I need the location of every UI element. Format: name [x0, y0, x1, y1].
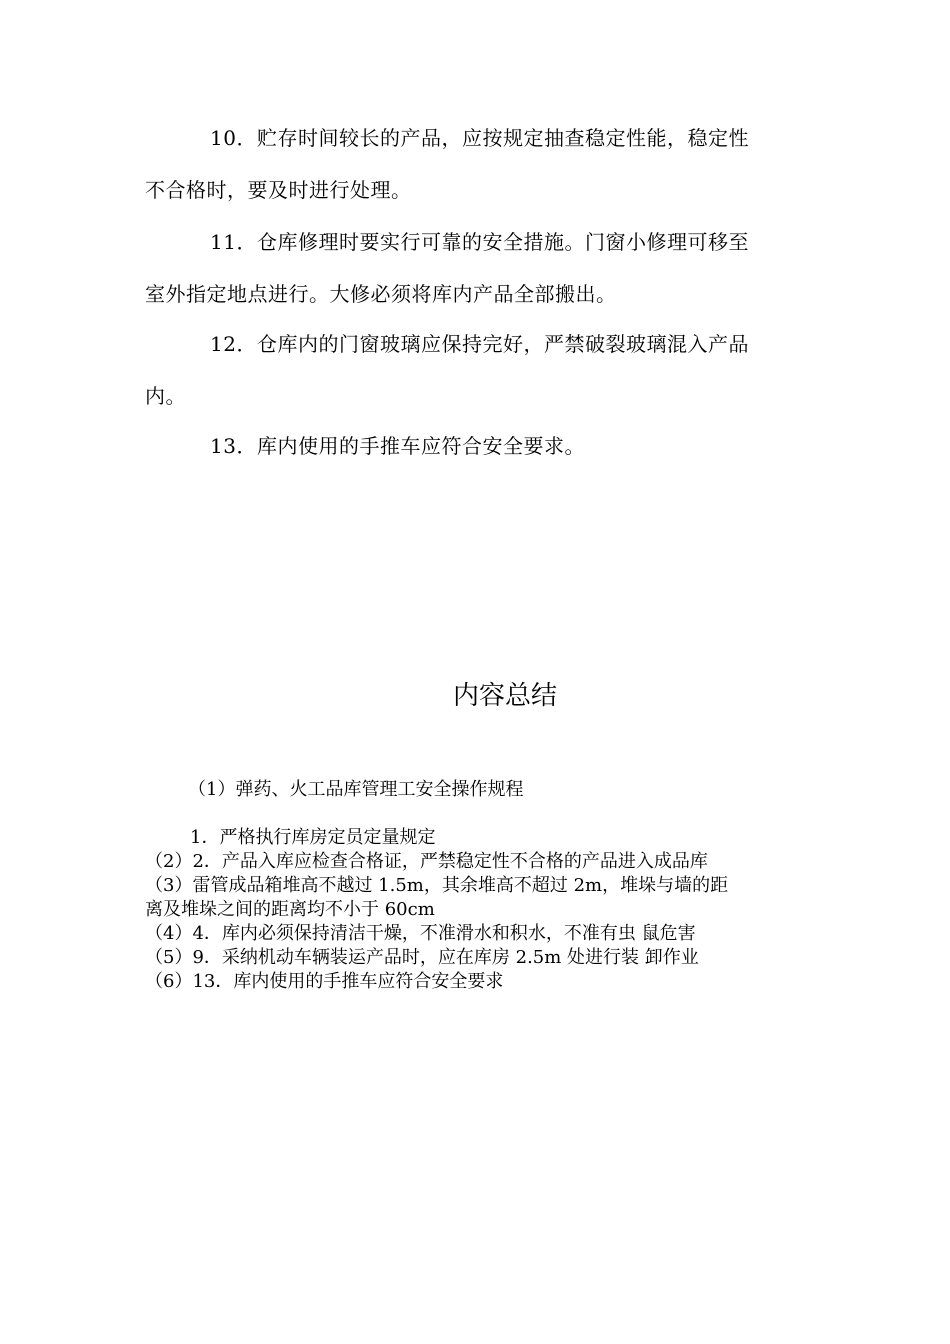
- summary-item-3: （2）2．产品入库应检查合格证，严禁稳定性不合格的产品进入成品库: [145, 851, 708, 872]
- summary-title: 内容总结: [452, 681, 557, 711]
- summary-item-4: （3）雷管成品箱堆高不越过 1.5m，其余堆高不超过 2m，堆垛与墙的距: [145, 875, 729, 896]
- summary-item-1: （1）弹药、火工品库管理工安全操作规程: [188, 779, 524, 800]
- paragraph-12-line-2: 内。: [145, 384, 186, 408]
- paragraph-10-line-1: 10．贮存时间较长的产品，应按规定抽查稳定性能，稳定性: [210, 126, 749, 150]
- paragraph-11-line-2: 室外指定地点进行。大修必须将库内产品全部搬出。: [145, 282, 617, 306]
- paragraph-13-line-1: 13．库内使用的手推车应符合安全要求。: [210, 434, 585, 458]
- paragraph-12-line-1: 12．仓库内的门窗玻璃应保持完好，严禁破裂玻璃混入产品: [210, 332, 749, 356]
- summary-item-5: （4）4．库内必须保持清洁干燥，不准滑水和积水，不准有虫 鼠危害: [145, 923, 696, 944]
- summary-item-7: （6）13．库内使用的手推车应符合安全要求: [145, 971, 504, 992]
- summary-item-4-continued: 离及堆垛之间的距离均不小于 60cm: [145, 899, 435, 920]
- paragraph-11-line-1: 11．仓库修理时要实行可靠的安全措施。门窗小修理可移至: [210, 230, 749, 254]
- paragraph-10-line-2: 不合格时，要及时进行处理。: [145, 178, 412, 202]
- summary-item-6: （5）9．采纳机动车辆装运产品时，应在库房 2.5m 处进行装 卸作业: [145, 947, 699, 968]
- summary-item-2: 1．严格执行库房定员定量规定: [190, 827, 436, 848]
